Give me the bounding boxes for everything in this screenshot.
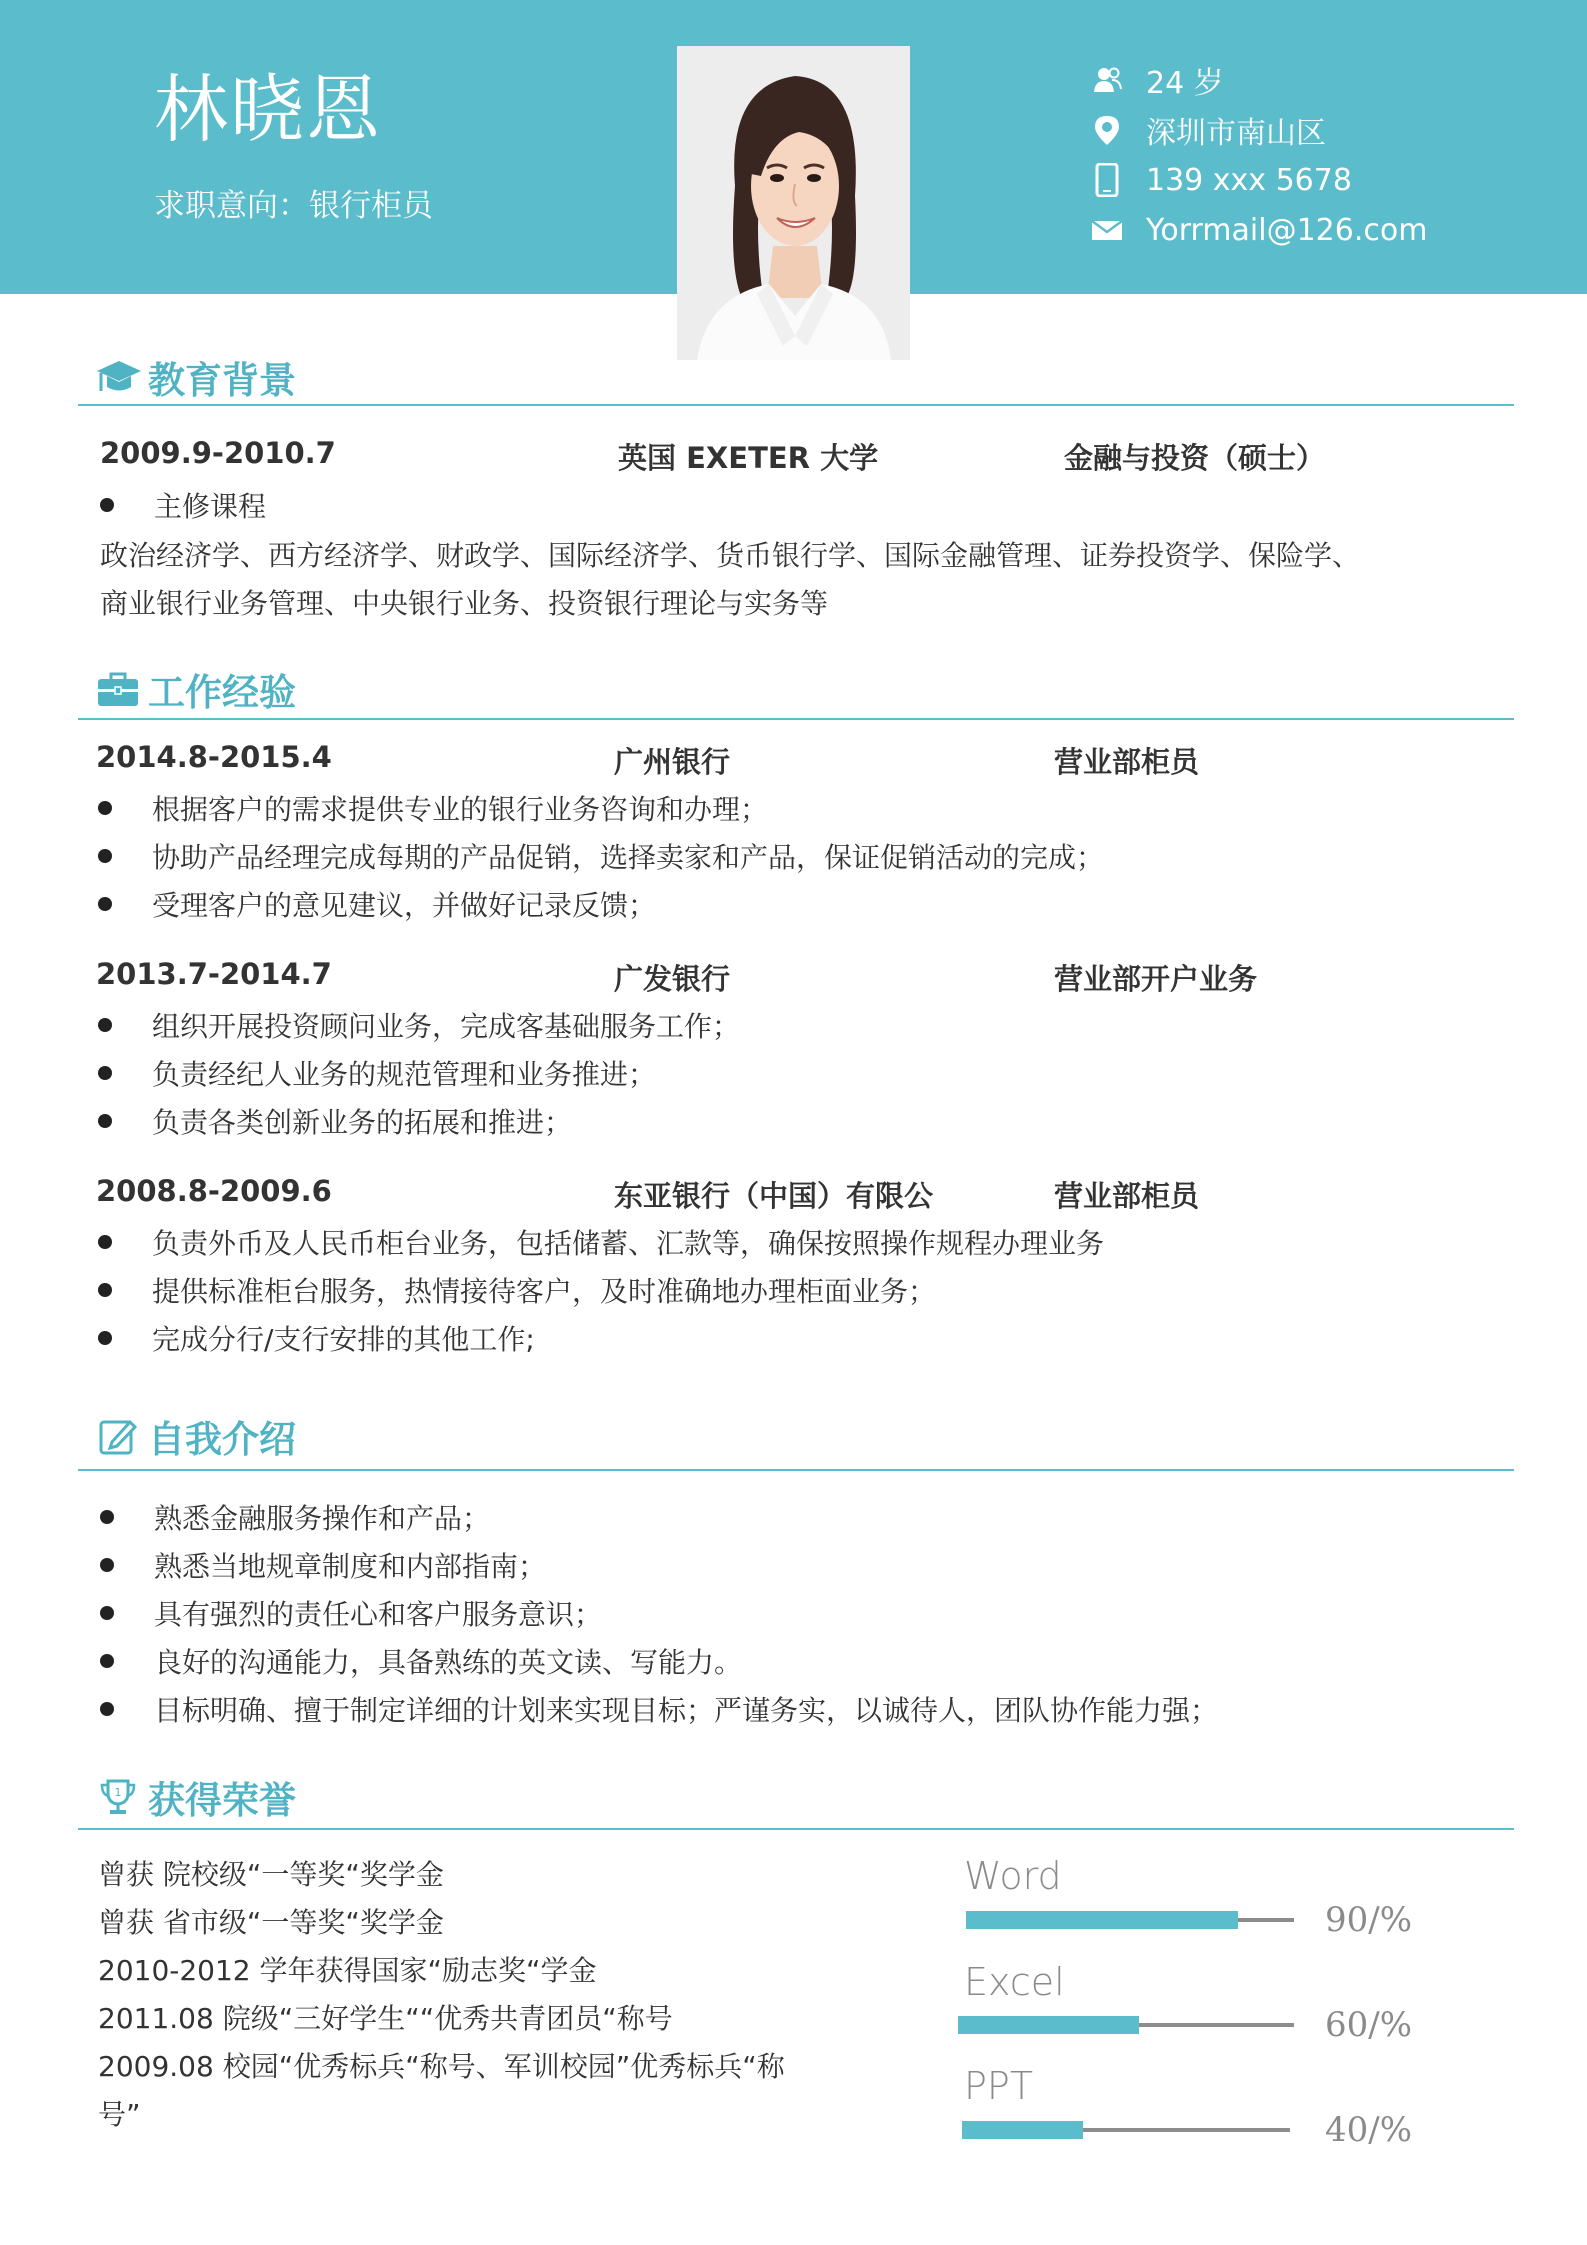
job-1-company: 广州银行 xyxy=(614,745,731,779)
bullet-dot xyxy=(100,1702,114,1716)
section-self-intro-label: 自我介绍 xyxy=(148,1418,296,1461)
bullet-dot xyxy=(98,801,112,815)
skill-ppt-bar xyxy=(962,2121,1083,2139)
job-2-company: 广发银行 xyxy=(614,962,731,996)
mail-icon xyxy=(1090,213,1124,247)
intro-text: 目标明确、擅于制定详细的计划来实现目标；严谨务实，以诚待人，团队协作能力强； xyxy=(154,1694,1219,1727)
contact-location xyxy=(1090,108,1570,152)
job-1-duty-3 xyxy=(98,884,656,924)
contact-email-text: Yorrmail@126.com xyxy=(1146,212,1428,248)
job-3-duty-3 xyxy=(98,1318,535,1358)
bullet-dot xyxy=(100,1606,114,1620)
self-intro-item-1 xyxy=(100,1497,490,1537)
contact-phone xyxy=(1090,158,1570,202)
intro-text: 具有强烈的责任心和客户服务意识； xyxy=(154,1598,603,1631)
bullet-dot xyxy=(98,1235,112,1249)
self-intro-item-5 xyxy=(100,1689,1218,1729)
job-1-duty-1 xyxy=(98,788,768,828)
honor-item-4: 2011.08 院级“三好学生““优秀共青团员“称号 xyxy=(98,2002,673,2035)
contact-phone-text: 139 xxx 5678 xyxy=(1146,162,1352,198)
profile-photo xyxy=(677,46,910,360)
duty-text: 完成分行/支行安排的其他工作; xyxy=(152,1323,535,1356)
duty-text: 提供标准柜台服务，热情接待客户，及时准确地办理柜面业务； xyxy=(152,1275,937,1308)
intro-text: 熟悉金融服务操作和产品； xyxy=(154,1502,491,1535)
job-1-duty-2 xyxy=(98,836,1104,876)
duty-text: 负责外币及人民币柜台业务，包括储蓄、汇款等，确保按照操作规程办理业务 xyxy=(152,1227,1105,1260)
section-education-label: 教育背景 xyxy=(148,359,296,402)
candidate-name: 林晓恩 xyxy=(154,67,382,153)
honor-item-2: 曾获 省市级“一等奖“奖学金 xyxy=(98,1906,444,1939)
skill-excel-bar xyxy=(958,2016,1139,2034)
honor-item-5: 2009.08 校园“优秀标兵“称号、军训校园”优秀标兵“称 xyxy=(98,2050,785,2083)
honors-divider xyxy=(78,1828,1514,1830)
skill-word-label: Word xyxy=(964,1854,1062,1898)
job-1-role: 营业部柜员 xyxy=(1054,745,1200,779)
duty-text: 协助产品经理完成每期的产品促销，选择卖家和产品，保证促销活动的完成； xyxy=(152,841,1105,874)
trophy-icon xyxy=(92,1774,144,1820)
self-intro-item-4 xyxy=(100,1641,742,1681)
courses-line-2: 商业银行业务管理、中央银行业务、投资银行理论与实务等 xyxy=(100,587,829,620)
work-divider xyxy=(78,718,1514,720)
skill-word-percent: 90/% xyxy=(1325,1900,1413,1940)
person-icon xyxy=(1090,63,1124,97)
bullet-dot xyxy=(100,498,114,512)
job-2-role: 营业部开户业务 xyxy=(1054,962,1258,996)
job-3-duty-2 xyxy=(98,1270,936,1310)
bullet-dot xyxy=(98,849,112,863)
self-intro-divider xyxy=(78,1469,1514,1471)
contact-location-text: 深圳市南山区 xyxy=(1146,116,1326,151)
bullet-dot xyxy=(100,1654,114,1668)
location-icon xyxy=(1090,113,1124,147)
skill-excel-percent: 60/% xyxy=(1325,2005,1413,2045)
duty-text: 受理客户的意见建议，并做好记录反馈； xyxy=(152,889,657,922)
job-2-duty-3 xyxy=(98,1101,572,1141)
education-courses-heading xyxy=(100,485,266,525)
duty-text: 组织开展投资顾问业务，完成客基础服务工作； xyxy=(152,1010,741,1043)
phone-icon xyxy=(1090,163,1124,197)
svg-text:1: 1 xyxy=(114,1786,122,1799)
skill-excel-label: Excel xyxy=(964,1960,1065,2004)
duty-text: 负责各类创新业务的拓展和推进； xyxy=(152,1106,573,1139)
courses-label: 主修课程 xyxy=(154,490,267,523)
job-3-duty-1 xyxy=(98,1222,1104,1262)
contact-email xyxy=(1090,208,1570,252)
section-self-intro-title xyxy=(92,1411,296,1461)
education-major: 金融与投资（硕士） xyxy=(1064,441,1326,475)
courses-line-1: 政治经济学、西方经济学、财政学、国际经济学、货币银行学、国际金融管理、证券投资学、保险学、 xyxy=(100,539,1361,572)
job-3-period: 2008.8-2009.6 xyxy=(96,1174,332,1208)
honor-item-1: 曾获 院校级“一等奖“奖学金 xyxy=(98,1858,444,1891)
graduation-cap-icon xyxy=(92,354,144,400)
education-divider xyxy=(78,404,1514,406)
self-intro-item-2 xyxy=(100,1545,546,1585)
section-work-title xyxy=(92,664,296,714)
self-intro-item-3 xyxy=(100,1593,602,1633)
bullet-dot xyxy=(98,1018,112,1032)
briefcase-icon xyxy=(92,666,144,712)
job-3-role: 营业部柜员 xyxy=(1054,1179,1200,1213)
job-2-duty-1 xyxy=(98,1005,740,1045)
section-education-title xyxy=(92,352,296,402)
honor-item-3: 2010-2012 学年获得国家“励志奖“学金 xyxy=(98,1954,597,1987)
skill-word-bar xyxy=(966,1911,1238,1929)
duty-text: 负责经纪人业务的规范管理和业务推进； xyxy=(152,1058,657,1091)
education-school: 英国 EXETER 大学 xyxy=(618,441,879,475)
job-1-period: 2014.8-2015.4 xyxy=(96,740,332,774)
section-work-label: 工作经验 xyxy=(148,671,296,714)
job-2-duty-2 xyxy=(98,1053,656,1093)
duty-text: 根据客户的需求提供专业的银行业务咨询和办理； xyxy=(152,793,769,826)
bullet-dot xyxy=(100,1558,114,1572)
intro-text: 熟悉当地规章制度和内部指南； xyxy=(154,1550,547,1583)
skill-ppt-percent: 40/% xyxy=(1325,2110,1413,2150)
bullet-dot xyxy=(98,1331,112,1345)
edit-note-icon xyxy=(92,1413,144,1459)
bullet-dot xyxy=(98,897,112,911)
skill-ppt-label: PPT xyxy=(964,2064,1034,2108)
bullet-dot xyxy=(98,1114,112,1128)
section-honors-title xyxy=(92,1772,296,1822)
contact-age xyxy=(1090,58,1570,102)
contact-age-text: 24 岁 xyxy=(1146,66,1224,101)
section-honors-label: 获得荣誉 xyxy=(148,1779,296,1822)
bullet-dot xyxy=(100,1510,114,1524)
job-2-period: 2013.7-2014.7 xyxy=(96,957,332,991)
job-3-company: 东亚银行（中国）有限公 xyxy=(614,1179,934,1213)
intro-text: 良好的沟通能力，具备熟练的英文读、写能力。 xyxy=(154,1646,743,1679)
bullet-dot xyxy=(98,1066,112,1080)
education-period: 2009.9-2010.7 xyxy=(100,436,336,470)
honor-item-6: 号” xyxy=(98,2098,141,2131)
job-intent: 求职意向：银行柜员 xyxy=(154,188,433,224)
bullet-dot xyxy=(98,1283,112,1297)
